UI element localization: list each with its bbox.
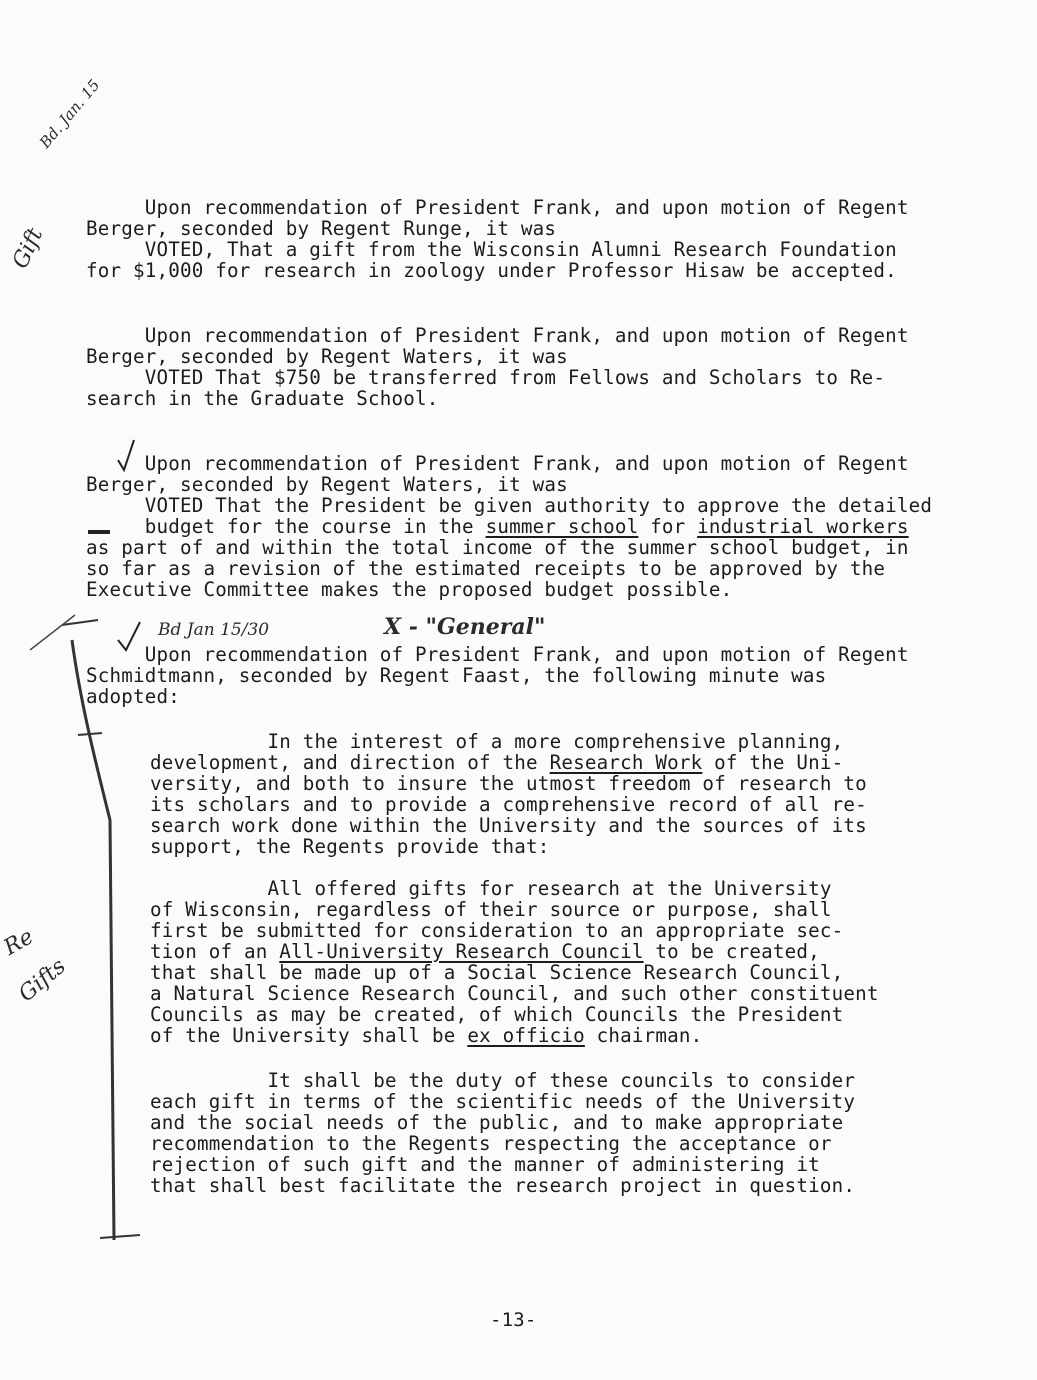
paragraph-3-line-4: budget for the course in the summer school for industrial workers <box>86 515 909 538</box>
quote-3-line-6: that shall best facilitate the research project in question. <box>150 1174 856 1197</box>
margin-note-top-left: Bd. Jan. 15 <box>36 76 104 152</box>
quote-2-line-8: of the University shall be ex officio chairman. <box>150 1024 703 1047</box>
paragraph-4-line-2: Schmidtmann, seconded by Regent Faast, the following minute was <box>86 664 827 687</box>
paragraph-3-line-1: Upon recommendation of President Frank, and upon motion of Regent <box>86 452 909 475</box>
paragraph-3-line-5: as part of and within the total income of the summer school budget, in <box>86 536 909 559</box>
quote-1-line-3: versity, and both to insure the utmost freedom of research to <box>150 772 867 795</box>
quote-3-line-3: and the social needs of the public, and to make appropriate <box>150 1111 844 1134</box>
margin-note-gifts: Gifts <box>14 953 71 1008</box>
paragraph-4-line-1: Upon recommendation of President Frank, and upon motion of Regent <box>86 643 909 666</box>
margin-bracket-line <box>72 640 114 1240</box>
paragraph-3-line-3: VOTED That the President be given authority to approve the detailed <box>86 494 933 517</box>
margin-note-general: X - "General" <box>384 614 546 640</box>
paragraph-3-line-2: Berger, seconded by Regent Waters, it was <box>86 473 568 496</box>
page-number: -13- <box>490 1309 537 1331</box>
quote-1-line-6: support, the Regents provide that: <box>150 835 550 858</box>
quote-3-line-4: recommendation to the Regents respecting the acceptance or <box>150 1132 832 1155</box>
quote-2-line-5: that shall be made up of a Social Science Research Council, <box>150 961 844 984</box>
quote-1-line-5: search work done within the University and the sources of its <box>150 814 867 837</box>
paragraph-3-line-6: so far as a revision of the estimated receipts to be approved by the <box>86 557 886 580</box>
quote-2-line-3: first be submitted for consideration to an appropriate sec- <box>150 919 844 942</box>
margin-note-gift: Gift <box>8 224 49 273</box>
paragraph-1-line-4: for $1,000 for research in zoology under Professor Hisaw be accepted. <box>86 259 897 282</box>
quote-2-line-7: Councils as may be created, of which Councils the President <box>150 1003 844 1026</box>
quote-2-line-2: of Wisconsin, regardless of their source or purpose, shall <box>150 898 832 921</box>
quote-3-line-1: It shall be the duty of these councils to consider <box>150 1069 856 1092</box>
margin-note-bd-jan: Bd Jan 15/30 <box>158 620 270 640</box>
quote-2-line-1: All offered gifts for research at the University <box>150 877 832 900</box>
quote-1-line-2: development, and direction of the Research Work of the Uni- <box>150 751 844 774</box>
quote-3-line-5: rejection of such gift and the manner of administering it <box>150 1153 820 1176</box>
margin-note-re: Re <box>0 924 38 961</box>
paragraph-1-line-2: Berger, seconded by Regent Runge, it was <box>86 217 557 240</box>
paragraph-3-line-7: Executive Committee makes the proposed budget possible. <box>86 578 733 601</box>
paragraph-4-line-3: adopted: <box>86 685 181 708</box>
quote-1-line-4: its scholars and to provide a comprehensive record of all re- <box>150 793 867 816</box>
quote-2-line-4: tion of an All-University Research Council to be created, <box>150 940 820 963</box>
paragraph-2-line-2: Berger, seconded by Regent Waters, it was <box>86 345 568 368</box>
paragraph-1-line-1: Upon recommendation of President Frank, and upon motion of Regent <box>86 196 909 219</box>
quote-1-line-1: In the interest of a more comprehensive planning, <box>150 730 844 753</box>
paragraph-1-line-3: VOTED, That a gift from the Wisconsin Alumni Research Foundation <box>86 238 897 261</box>
paragraph-2-line-1: Upon recommendation of President Frank, and upon motion of Regent <box>86 324 909 347</box>
paragraph-2-line-3: VOTED That $750 be transferred from Fellows and Scholars to Re- <box>86 366 886 389</box>
paragraph-2-line-4: search in the Graduate School. <box>86 387 439 410</box>
quote-3-line-2: each gift in terms of the scientific needs of the University <box>150 1090 856 1113</box>
quote-2-line-6: a Natural Science Research Council, and such other constituent <box>150 982 879 1005</box>
